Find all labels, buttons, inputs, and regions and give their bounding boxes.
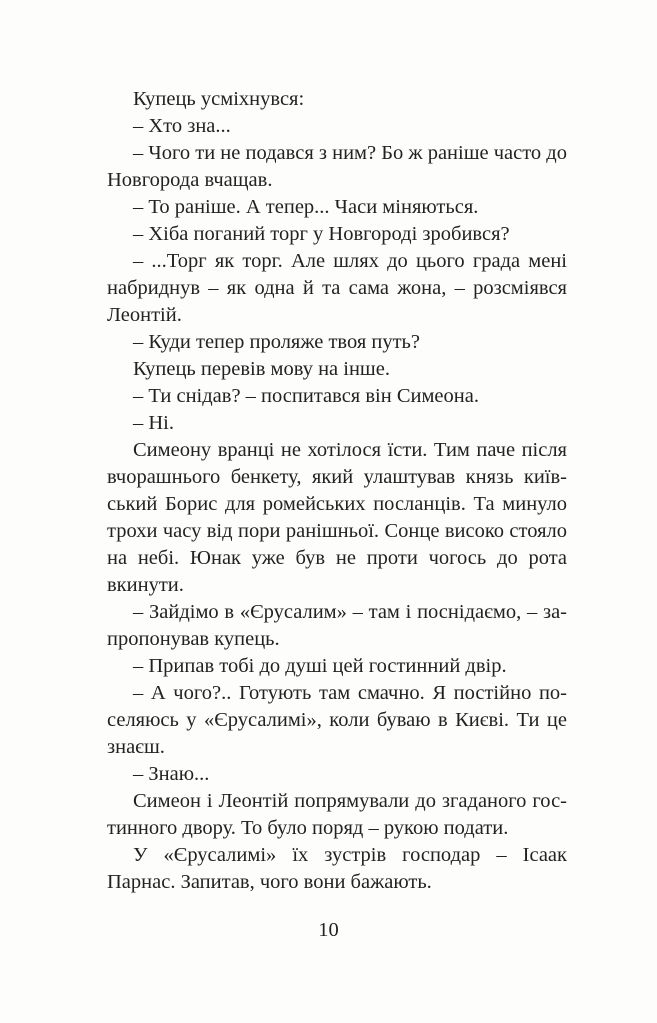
paragraph-5: – Хіба поганий торг у Новгороді зробився? — [133, 223, 510, 245]
paragraph-10: – Ні. — [133, 412, 174, 434]
paragraph-17: У «Єрусалимі» їх зустрів господар – Ісаак Парнас. Запитав, чого вони бажають. — [107, 844, 567, 893]
paragraph-15: – Знаю... — [133, 763, 210, 785]
paragraph-2: – Хто зна... — [133, 115, 231, 137]
paragraph-13: – Припав тобі до душі цей гостинний двір. — [133, 655, 507, 677]
paragraph-9: – Ти снідав? – поспитався він Симеона. — [133, 385, 479, 407]
paragraph-3: – Чого ти не подався з ним? Бо ж раніше часто до Новгорода вчащав. — [107, 142, 567, 191]
paragraph-6: – ...Торг як торг. Але шлях до цього града мені набриднув – як одна й та сама жона, – розсміявся Леонтій. — [107, 250, 567, 326]
paragraph-16: Симеон і Леонтій попрямували до згаданого гостинного двору. То було поряд – рукою подати. — [107, 790, 567, 839]
paragraph-1: Купець усміхнувся: — [133, 88, 305, 110]
paragraph-4: – То раніше. А тепер... Часи міняються. — [133, 196, 479, 218]
page-body — [107, 86, 567, 896]
paragraph-7: – Куди тепер проляже твоя путь? — [133, 331, 421, 353]
page-number: 10 — [318, 919, 339, 941]
paragraph-11: Симеону вранці не хотілося їсти. Тим паче після вчорашнього бенкету, який улаштував князь київський Борис для ромейських посланців. Та минуло трохи часу від пори ранішньої. Сонце високо стояло на небі. Юнак уже був не проти чогось до рота вкинути. — [107, 439, 567, 596]
paragraph-14: – А чого?.. Готують там смачно. Я постійно поселяюсь у «Єрусалимі», коли буваю в Києві. Ти це знаєш. — [107, 682, 567, 758]
paragraph-8: Купець перевів мову на інше. — [133, 358, 390, 380]
paragraph-12: – Зайдімо в «Єрусалим» – там і поснідаємо, – запропонував купець. — [107, 601, 567, 650]
